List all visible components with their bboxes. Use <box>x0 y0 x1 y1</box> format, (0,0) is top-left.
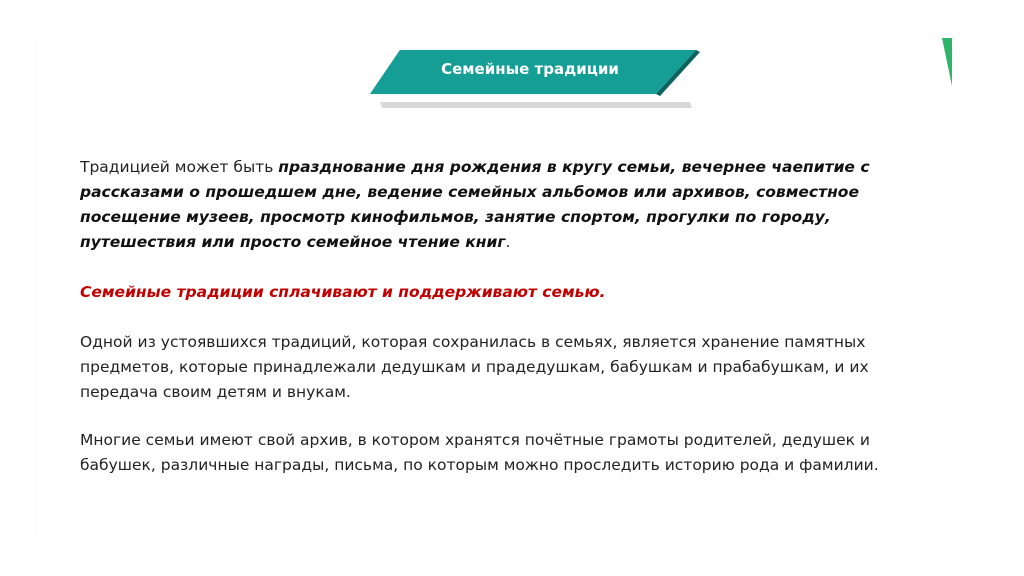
slide-body <box>80 155 950 478</box>
paragraph-emphasis: празднование дня рождения в кругу семьи, вечернее чаепитие с рассказами о прошедшем дне, ведение семейных альбомов или архивов, совместное посещение музеев, просмотр кинофильмов, занятие спортом, прогулки по городу, путешествия или просто семейное чтение книг <box>80 158 870 251</box>
paragraph-end: . <box>505 233 511 251</box>
paragraph-lead: Традицией может быть <box>80 158 279 176</box>
paragraph-memorabilia: Одной из устоявшихся традиций, которая сохранилась в семьях, является хранение памятных предметов, которые принадлежали дедушкам и прадедушкам, бабушкам и прабабушкам, и их передача своим детям и внукам. <box>80 333 869 401</box>
paragraph-highlight: Семейные традиции сплачивают и поддерживают семью. <box>80 283 606 301</box>
paragraph-archive: Многие семьи имеют свой архив, в котором хранятся почётные грамоты родителей, дедушек и бабушек, различные награды, письма, по которым можно проследить историю рода и фамилии. <box>80 431 879 474</box>
corner-accent-shape <box>930 38 952 86</box>
banner-shape <box>360 44 700 112</box>
page-title: Семейные традиции <box>441 60 619 78</box>
paragraph-traditions-examples <box>80 155 950 255</box>
title-banner <box>360 44 700 112</box>
